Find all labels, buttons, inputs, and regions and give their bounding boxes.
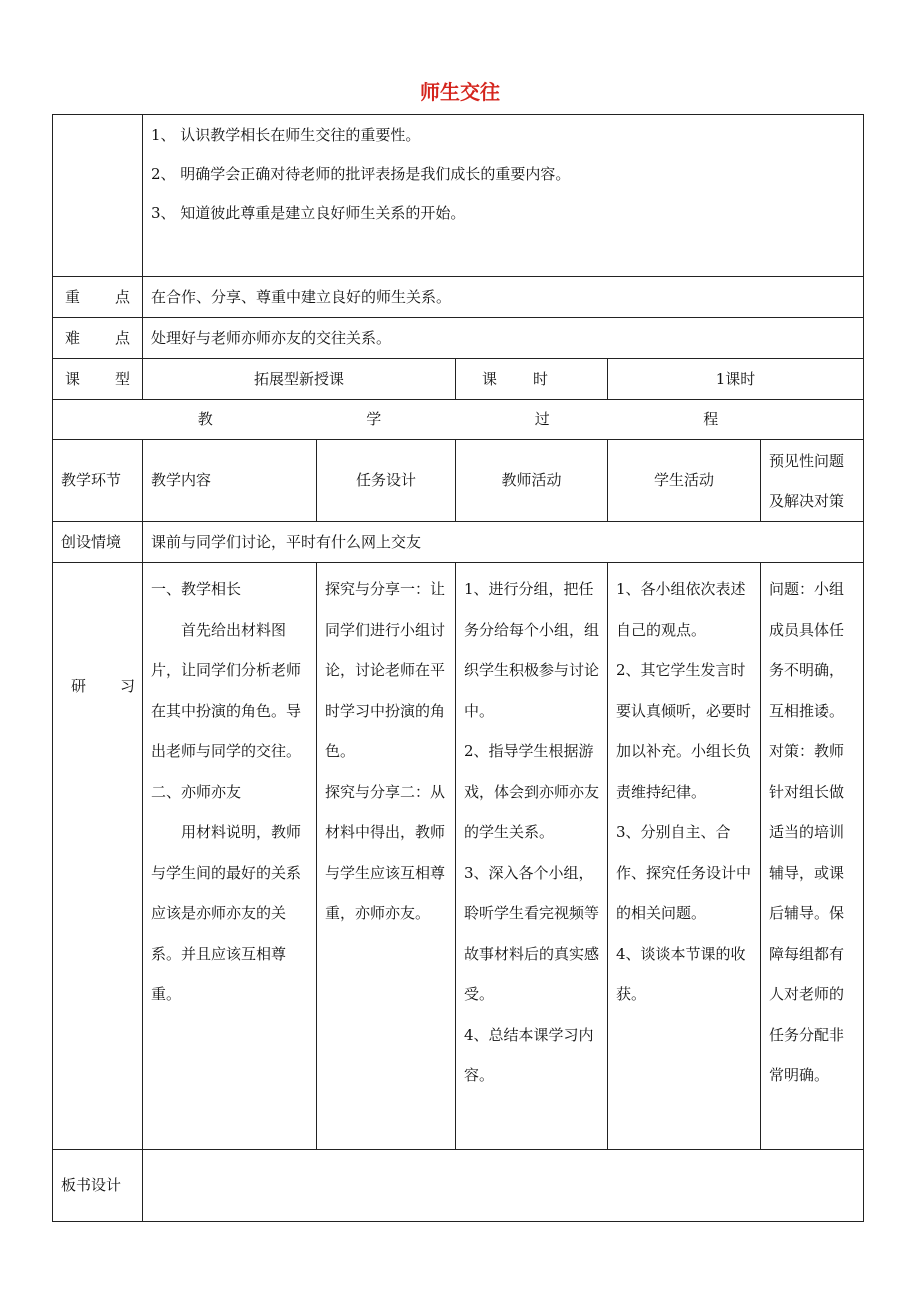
- objectives-row: [53, 115, 864, 277]
- teacher-activity-cell: [456, 563, 608, 1150]
- study-row: [53, 563, 864, 1150]
- teaching-content-cell: [143, 563, 317, 1150]
- intro-text: 课前与同学们讨论，平时有什么网上交友: [143, 522, 864, 563]
- key-point-row: [53, 277, 864, 318]
- board-row: [53, 1150, 864, 1222]
- lesson-type-label: 课 型: [53, 359, 143, 400]
- process-header-row: [53, 400, 864, 440]
- column-header: 学生活动: [608, 440, 761, 522]
- lesson-hours-value: 1课时: [608, 359, 864, 400]
- task-item: 探究与分享一：让同学们进行小组讨论，讨论老师在平时学习中扮演的角色。: [325, 580, 446, 760]
- column-header: 任务设计: [317, 440, 456, 522]
- intro-label: 创设情境: [53, 522, 143, 563]
- content-paragraph: 首先给出材料图片，让同学们分析老师在其中扮演的角色。导出老师与同学的交往。: [151, 620, 302, 760]
- board-content: [143, 1150, 864, 1222]
- column-header: 教学环节: [53, 440, 143, 522]
- lesson-type-row: [53, 359, 864, 400]
- task-design-cell: [317, 563, 456, 1150]
- issues-cell: [761, 563, 864, 1150]
- content-paragraph: 用材料说明，教师与学生间的最好的关系应该是亦师亦友的关系。并且应该互相尊重。: [151, 823, 302, 1003]
- content-heading: 二、亦师亦友: [151, 782, 242, 801]
- issue-item: 问题：小组成员具体任务不明确，互相推诿。: [769, 580, 845, 720]
- intro-row: [53, 522, 864, 563]
- difficulty-label: 难 点: [53, 318, 143, 359]
- difficulty-row: [53, 318, 864, 359]
- objective-item: 2、 明确学会正确对待老师的批评表扬是我们成长的重要内容。: [151, 165, 571, 183]
- objectives-label-cell: [53, 115, 143, 277]
- content-heading: 一、教学相长: [151, 580, 242, 598]
- teacher-item: 1、进行分组，把任务分给每个小组，组织学生积极参与讨论中。: [464, 580, 600, 720]
- objectives-cell: [143, 115, 864, 277]
- student-item: 2、其它学生发言时要认真倾听，必要时加以补充。小组长负责维持纪律。: [616, 661, 752, 801]
- column-header-row: [53, 440, 864, 522]
- column-header: 教学内容: [143, 440, 317, 522]
- issue-item: 对策：教师针对组长做适当的培训辅导，或课后辅导。保障每组都有人对老师的任务分配非常明确。: [769, 742, 845, 1084]
- process-header: [53, 400, 864, 440]
- board-label: 板书设计: [53, 1150, 143, 1222]
- process-char: 学: [366, 410, 382, 428]
- column-header: 预见性问题及解决对策: [761, 440, 864, 522]
- student-item: 3、分别自主、合作、探究任务设计中的相关问题。: [616, 823, 752, 922]
- page-title: 师生交往: [420, 80, 500, 104]
- task-item: 探究与分享二：从材料中得出，教师与学生应该互相尊重，亦师亦友。: [325, 782, 446, 922]
- objective-item: 3、 知道彼此尊重是建立良好师生关系的开始。: [151, 204, 466, 222]
- lesson-type-value: 拓展型新授课: [143, 359, 456, 400]
- teacher-item: 4、总结本课学习内容。: [464, 1025, 594, 1084]
- student-item: 4、谈谈本节课的收获。: [616, 944, 746, 1003]
- process-char: 程: [703, 410, 719, 428]
- teacher-item: 3、深入各个小组，聆听学生看完视频等故事材料后的真实感受。: [464, 863, 600, 1003]
- student-item: 1、各小组依次表述自己的观点。: [616, 580, 746, 639]
- study-label: 研 习: [53, 563, 143, 1150]
- lesson-hours-label: 课 时: [456, 359, 608, 400]
- process-char: 过: [534, 410, 550, 428]
- lesson-plan-table: [52, 114, 864, 1222]
- key-point-text: 在合作、分享、尊重中建立良好的师生关系。: [143, 277, 864, 318]
- objective-item: 1、 认识教学相长在师生交往的重要性。: [151, 126, 421, 144]
- process-char: 教: [197, 410, 213, 428]
- student-activity-cell: [608, 563, 761, 1150]
- key-point-label: 重 点: [53, 277, 143, 318]
- column-header: 教师活动: [456, 440, 608, 522]
- difficulty-text: 处理好与老师亦师亦友的交往关系。: [143, 318, 864, 359]
- teacher-item: 2、指导学生根据游戏，体会到亦师亦友的学生关系。: [464, 742, 600, 841]
